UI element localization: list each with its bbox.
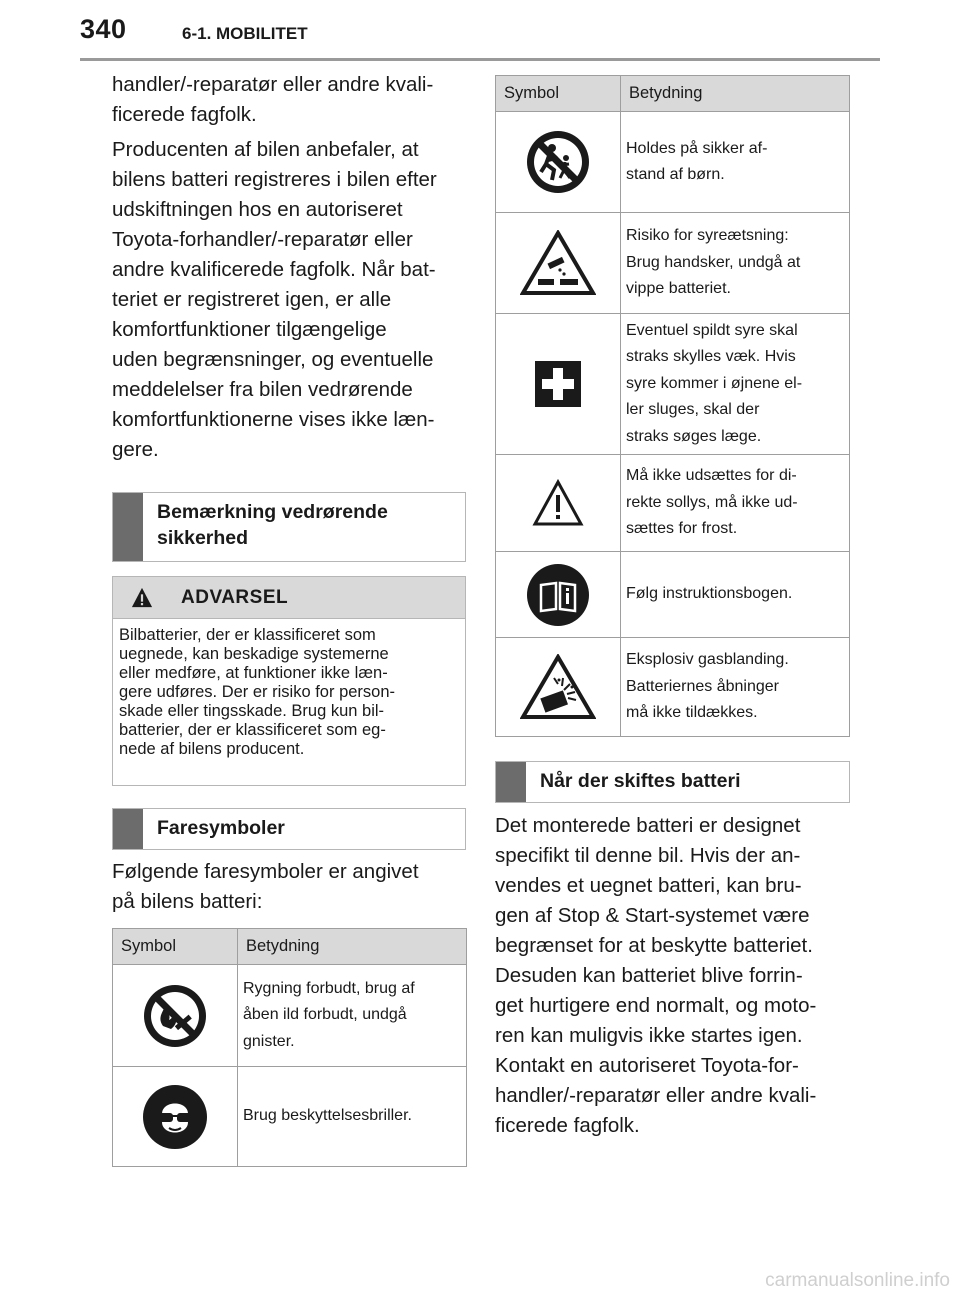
text-line: get hurtigere end normalt, og moto-	[495, 994, 817, 1017]
text-line: ficerede fagfolk.	[495, 1114, 640, 1137]
hazard-intro	[112, 857, 465, 917]
read-manual-icon	[526, 563, 590, 627]
table-header-row	[113, 929, 467, 965]
column-header-symbol: Symbol	[496, 76, 621, 112]
column-header-symbol: Symbol	[113, 929, 238, 965]
heading-line: sikkerhed	[157, 527, 249, 549]
heading-bar	[113, 493, 143, 561]
text-line: eller medføre, at funktioner ikke læn-	[119, 664, 388, 682]
text-line: Desuden kan batteriet blive forrin-	[495, 964, 803, 987]
table-row	[496, 552, 850, 638]
warning-title: ADVARSEL	[181, 587, 289, 608]
text-line: ren kan muligvis ikke startes igen.	[495, 1024, 803, 1047]
table-row	[496, 455, 850, 552]
watermark: carmanualsonline.info	[765, 1270, 950, 1291]
text-line: på bilens batteri:	[112, 890, 263, 913]
no-smoking-fire-icon	[141, 982, 209, 1050]
text-line: Brug handsker, undgå at	[626, 253, 801, 271]
text-line: gnister.	[243, 1032, 295, 1050]
text-line: ficerede fagfolk.	[112, 103, 257, 126]
hazard-heading: Faresymboler	[157, 817, 285, 839]
text-line: specifikt til denne bil. Hvis der an-	[495, 844, 801, 867]
battery-heading: Når der skiftes batteri	[540, 770, 741, 792]
text-line: Følg instruktionsbogen.	[626, 585, 793, 603]
text-line: Eksplosiv gasblanding.	[626, 651, 789, 669]
text-line: Producenten af bilen anbefaler, at	[112, 138, 419, 161]
meaning-cell	[621, 314, 850, 455]
text-line: komfortfunktionerne vises ikke læn-	[112, 408, 435, 431]
text-line: rekte sollys, må ikke ud-	[626, 493, 798, 511]
text-line: batterier, der er klassificeret som eg-	[119, 721, 386, 739]
symbol-cell	[113, 965, 238, 1067]
text-line: Risiko for syreætsning:	[626, 227, 789, 245]
text-line: sættes for frost.	[626, 520, 738, 538]
meaning-cell	[238, 965, 467, 1067]
text-line: uegnede, kan beskadige systemerne	[119, 645, 389, 663]
meaning-cell	[621, 552, 850, 638]
symbol-cell	[496, 455, 621, 552]
keep-away-children-icon	[524, 128, 592, 196]
text-line: må ikke tildækkes.	[626, 704, 758, 722]
table-row	[496, 213, 850, 314]
text-line: Eventuel spildt syre skal	[626, 321, 798, 339]
hazard-heading-box	[112, 808, 466, 850]
text-line: vendes et uegnet batteri, kan bru-	[495, 874, 802, 897]
text-line: Bilbatterier, der er klassificeret som	[119, 626, 376, 644]
section-title: 6-1. MOBILITET	[182, 24, 308, 43]
registration-paragraph	[112, 135, 465, 465]
first-aid-icon	[535, 361, 581, 407]
warning-header	[113, 577, 465, 619]
meaning-cell	[238, 1067, 467, 1167]
text-line: nede af bilens producent.	[119, 740, 305, 758]
meaning-cell	[621, 638, 850, 737]
table-row	[496, 112, 850, 213]
heading-line: Bemærkning vedrørende	[157, 501, 388, 523]
meaning-cell	[621, 112, 850, 213]
text-line: begrænset for at beskytte batteriet.	[495, 934, 813, 957]
eye-protection-icon	[142, 1084, 208, 1150]
text-line: gere udføres. Der er risiko for person-	[119, 683, 396, 701]
text-line: andre kvalificerede fagfolk. Når bat-	[112, 258, 436, 281]
text-line: handler/-reparatør eller andre kvali-	[495, 1084, 817, 1107]
text-line: gere.	[112, 438, 159, 461]
hazard-symbol-table-right	[495, 75, 850, 737]
text-line: handler/-reparatør eller andre kvali-	[112, 73, 434, 96]
text-line: straks skylles væk. Hvis	[626, 348, 796, 366]
battery-paragraph	[495, 811, 850, 1141]
text-line: udskiftningen hos en autoriseret	[112, 198, 403, 221]
battery-heading-box	[495, 761, 850, 803]
symbol-cell	[496, 112, 621, 213]
warning-triangle-icon	[131, 587, 153, 609]
text-line: skade eller tingsskade. Brug kun bil-	[119, 702, 385, 720]
hazard-symbol-table-left	[112, 928, 467, 1167]
text-line: Brug beskyttelsesbriller.	[243, 1107, 412, 1125]
table-row	[496, 314, 850, 455]
symbol-cell	[496, 314, 621, 455]
text-line: Holdes på sikker af-	[626, 139, 768, 157]
intro-paragraph	[112, 70, 465, 130]
text-line: ler sluges, skal der	[626, 401, 760, 419]
heading-bar	[496, 762, 526, 802]
text-line: syre kommer i øjnene el-	[626, 374, 803, 392]
caution-icon	[532, 479, 584, 527]
table-header-row	[496, 76, 850, 112]
text-line: vippe batteriet.	[626, 280, 731, 298]
text-line: stand af børn.	[626, 166, 725, 183]
heading-bar	[113, 809, 143, 849]
text-line: meddelelser fra bilen vedrørende	[112, 378, 413, 401]
meaning-cell	[621, 213, 850, 314]
text-line: teriet er registreret igen, er alle	[112, 288, 392, 311]
text-line: Følgende faresymboler er angivet	[112, 860, 419, 883]
text-line: Rygning forbudt, brug af	[243, 979, 415, 997]
text-line: bilens batteri registreres i bilen efter	[112, 168, 437, 191]
meaning-cell	[621, 455, 850, 552]
symbol-cell	[496, 552, 621, 638]
page-number: 340	[80, 14, 127, 44]
table-row	[113, 965, 467, 1067]
column-header-meaning: Betydning	[621, 76, 850, 112]
text-line: Kontakt en autoriseret Toyota-for-	[495, 1054, 799, 1077]
corrosive-acid-icon	[520, 230, 596, 296]
symbol-cell	[496, 638, 621, 737]
warning-text	[113, 619, 465, 759]
symbol-cell	[113, 1067, 238, 1167]
column-header-meaning: Betydning	[238, 929, 467, 965]
table-row	[113, 1067, 467, 1167]
text-line: Toyota-forhandler/-reparatør eller	[112, 228, 413, 251]
text-line: straks søges læge.	[626, 427, 762, 445]
safety-heading-box	[112, 492, 466, 562]
text-line: gen af Stop & Start-systemet være	[495, 904, 810, 927]
text-line: Det monterede batteri er designet	[495, 814, 801, 837]
explosive-gas-icon	[520, 654, 596, 720]
warning-box	[112, 576, 466, 786]
text-line: uden begrænsninger, og eventuelle	[112, 348, 434, 371]
text-line: komfortfunktioner tilgængelige	[112, 318, 387, 341]
safety-heading	[143, 493, 402, 561]
header-rule	[80, 58, 880, 61]
table-row	[496, 638, 850, 737]
text-line: Må ikke udsættes for di-	[626, 467, 797, 485]
text-line: Batteriernes åbninger	[626, 677, 779, 695]
text-line: åben ild forbudt, undgå	[243, 1006, 407, 1024]
symbol-cell	[496, 213, 621, 314]
